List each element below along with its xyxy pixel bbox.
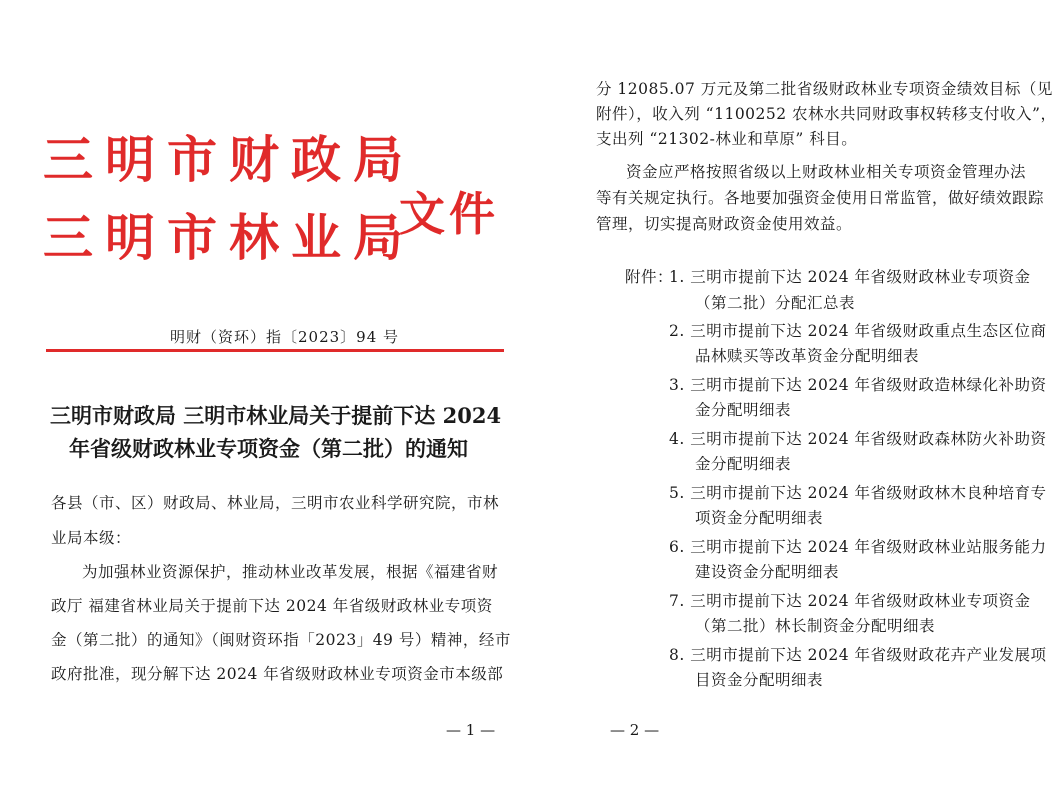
body-line: 政厅 福建省林业局关于提前下达 2024 年省级财政林业专项资: [51, 597, 493, 615]
red-divider: [46, 349, 504, 352]
body-line: 支出列 “21302-林业和草原” 科目。: [596, 130, 858, 148]
attachment-item-cont: 建设资金分配明细表: [695, 563, 840, 581]
attachment-item-cont: 目资金分配明细表: [695, 671, 824, 689]
body-line: 等有关规定执行。各地要加强资金使用日常监管，做好绩效跟踪: [596, 189, 1045, 207]
notice-title-line-1: 三明市财政局 三明市林业局关于提前下达 2024: [50, 403, 502, 428]
attachment-item: 7. 三明市提前下达 2024 年省级财政林业专项资金: [669, 592, 1031, 610]
attachment-item-cont: 金分配明细表: [695, 401, 792, 419]
attachment-item: 3. 三明市提前下达 2024 年省级财政造林绿化补助资: [669, 376, 1047, 394]
attachment-item: 1. 三明市提前下达 2024 年省级财政林业专项资金: [669, 268, 1031, 286]
attachments-label: 附件：: [625, 268, 674, 286]
body-line: 管理，切实提高财政资金使用效益。: [596, 215, 853, 233]
body-line: 金（第二批）的通知》（闽财资环指「2023」49 号）精神，经市: [51, 631, 511, 649]
notice-title-line-2: 年省级财政林业专项资金（第二批）的通知: [69, 436, 468, 461]
body-line: 业局本级：: [51, 529, 132, 547]
attachment-item-cont: 项资金分配明细表: [695, 509, 824, 527]
body-line: 分 12085.07 万元及第二批省级财政林业专项资金绩效目标（见: [596, 80, 1053, 98]
body-line: 各县（市、区）财政局、林业局，三明市农业科学研究院，市林: [51, 494, 500, 512]
body-line: 附件），收入列 “1100252 农林水共同财政事权转移支付收入”，: [596, 105, 1057, 123]
attachment-item: 8. 三明市提前下达 2024 年省级财政花卉产业发展项: [669, 646, 1047, 664]
page-number: — 2 —: [610, 721, 660, 739]
document-number: 明财（资环）指〔2023〕94 号: [170, 328, 400, 346]
attachment-item-cont: （第二批）林长制资金分配明细表: [695, 617, 936, 635]
right-page: [528, 0, 1057, 793]
attachment-item: 2. 三明市提前下达 2024 年省级财政重点生态区位商: [669, 322, 1047, 340]
attachment-item-cont: 金分配明细表: [695, 455, 792, 473]
body-line: 资金应严格按照省级以上财政林业相关专项资金管理办法: [626, 163, 1027, 181]
attachment-item-cont: 品林赎买等改革资金分配明细表: [695, 347, 920, 365]
body-line: 为加强林业资源保护，推动林业改革发展，根据《福建省财: [82, 563, 499, 581]
document-suffix: 文件: [399, 187, 499, 241]
body-line: 政府批准，现分解下达 2024 年省级财政林业专项资金市本级部: [51, 665, 504, 683]
attachment-item: 6. 三明市提前下达 2024 年省级财政林业站服务能力: [669, 538, 1047, 556]
left-page: [0, 0, 528, 793]
page-number: — 1 —: [446, 721, 496, 739]
attachment-item: 4. 三明市提前下达 2024 年省级财政森林防火补助资: [669, 430, 1047, 448]
attachment-item: 5. 三明市提前下达 2024 年省级财政林木良种培育专: [669, 484, 1047, 502]
attachment-item-cont: （第二批）分配汇总表: [695, 294, 856, 312]
issuing-org-forestry-bureau: 三明市林业局: [43, 208, 415, 267]
issuing-org-finance-bureau: 三明市财政局: [43, 130, 415, 189]
